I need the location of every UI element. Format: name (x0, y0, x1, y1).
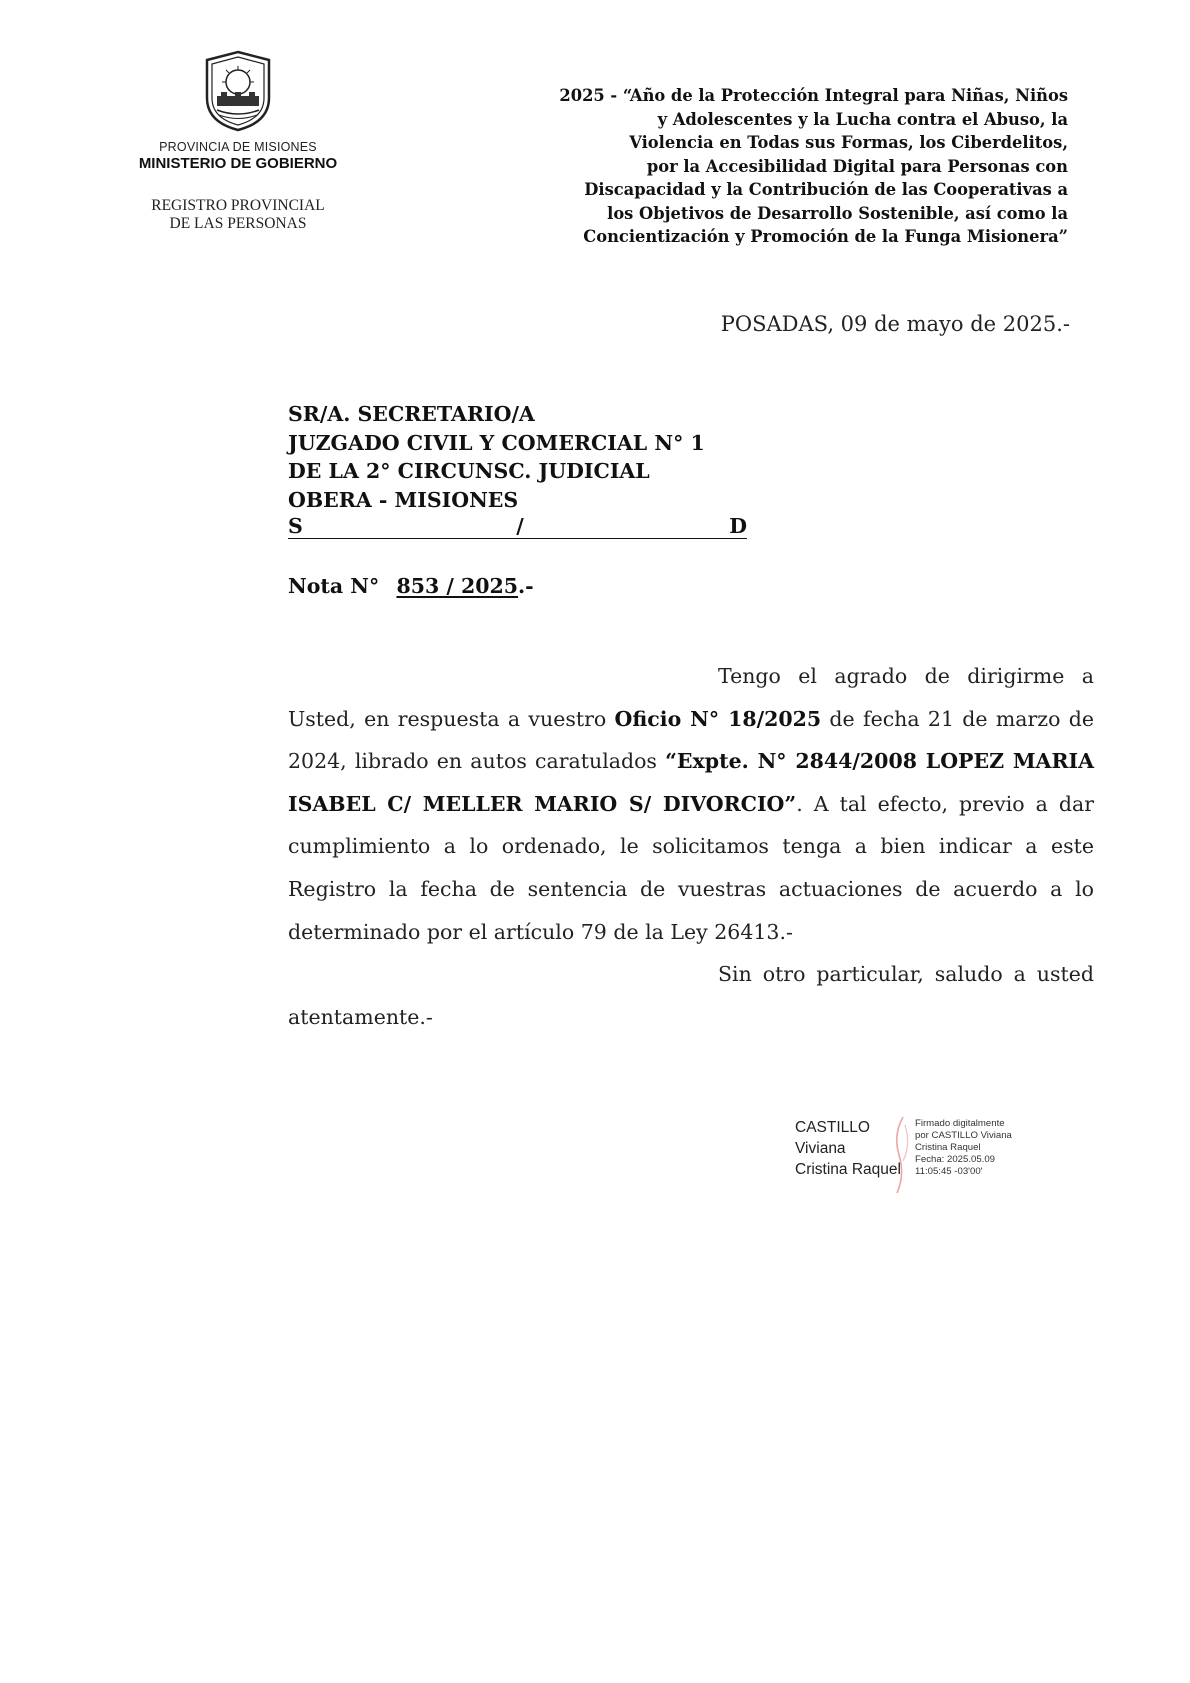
signer-name-line: CASTILLO (795, 1119, 870, 1136)
signature-detail-line: Firmado digitalmente (915, 1118, 1005, 1129)
case-reference: “Expte. N° 2844/2008 LOPEZ MARIA ISABEL C/ MELLER MARIO S/ DIVORCIO” (288, 749, 1094, 816)
recipient-block (288, 400, 758, 539)
recipient-line-2: JUZGADO CIVIL Y COMERCIAL N° 1 (288, 430, 705, 455)
signature-details (915, 1118, 1012, 1178)
registry-label (118, 197, 358, 233)
body-paragraph-2: Sin otro particular, saludo a usted atentamente.- (288, 962, 1094, 1029)
signature-detail-line: Cristina Raquel (915, 1142, 981, 1153)
signature-stroke-icon (891, 1115, 915, 1195)
recipient-line-1: SR/A. SECRETARIO/A (288, 402, 535, 426)
official-year-motto (440, 84, 1068, 249)
motto-line: Concientización y Promoción de la Funga Misionera” (583, 227, 1068, 246)
motto-line: y Adolescentes y la Lucha contra el Abuso, la (657, 109, 1068, 129)
digital-signature (795, 1117, 1045, 1197)
ministry-label: MINISTERIO DE GOBIERNO (138, 155, 338, 172)
signature-detail-line: por CASTILLO Viviana (915, 1130, 1012, 1141)
ministry-logo (118, 48, 358, 172)
signer-name (795, 1117, 901, 1180)
signer-name-line: Viviana (795, 1140, 846, 1157)
body-text-segment: Tengo el agrado de dirigirme a Usted, en respuesta a vuestro (288, 664, 1094, 731)
motto-line: Violencia en Todas sus Formas, los Ciberdelitos, (629, 133, 1068, 152)
signature-detail-line: Fecha: 2025.05.09 (915, 1154, 996, 1165)
provincial-seal-icon (195, 48, 281, 134)
signature-detail-line: 11:05:45 -03'00' (915, 1166, 983, 1177)
sd-slash: / (516, 514, 524, 538)
note-label: Nota N° (288, 574, 380, 598)
sd-s: S (288, 514, 303, 538)
recipient-line-4: OBERA - MISIONES (288, 487, 519, 512)
oficio-reference: Oficio N° 18/2025 (614, 706, 822, 731)
motto-line: Discapacidad y la Contribución de las Cooperativas a (584, 180, 1068, 199)
registry-line-2: DE LAS PERSONAS (169, 215, 307, 232)
note-number (288, 574, 534, 598)
body-paragraph-1 (288, 655, 1094, 953)
sd-d: D (729, 514, 747, 538)
body-text-segment: . A tal efecto, previo a dar cumplimiento a lo ordenado, le solicitamos tenga a bien indicar a este Registro la fecha de sentencia de vuestras actuaciones de acuerdo a lo determinado por el artículo 79 de la Ley 26413.- (288, 791, 1094, 944)
motto-line: 2025 - “Año de la Protección Integral para Niñas, Niños (559, 86, 1068, 105)
motto-line: los Objetivos de Desarrollo Sostenible, así como la (607, 203, 1068, 223)
letter-body (288, 655, 1094, 1038)
recipient-line-3: DE LA 2° CIRCUNSC. JUDICIAL (288, 459, 650, 483)
place-date: POSADAS, 09 de mayo de 2025.- (720, 312, 1070, 336)
body-text-segment: de fecha 21 de marzo de 2024, librado en autos caratulados (288, 706, 1094, 774)
note-number-value: 853 / 2025 (396, 574, 519, 598)
registry-line-1: REGISTRO PROVINCIAL (151, 197, 325, 214)
su-despacho-line (288, 514, 747, 539)
note-suffix: .- (518, 574, 534, 598)
province-label: PROVINCIA DE MISIONES (159, 140, 317, 154)
motto-line: por la Accesibilidad Digital para Personas con (646, 156, 1068, 176)
signer-name-line: Cristina Raquel (795, 1161, 901, 1178)
